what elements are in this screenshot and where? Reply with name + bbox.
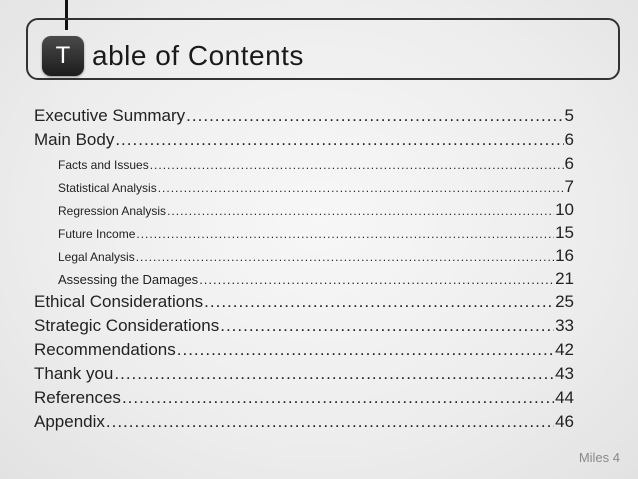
toc-entry-references[interactable] <box>34 386 574 410</box>
toc-leader <box>177 338 554 362</box>
toc-leader <box>136 223 554 244</box>
toc-entry-strategic-considerations[interactable] <box>34 314 574 338</box>
toc-page-number: 15 <box>555 223 574 242</box>
toc-entry-regression-analysis[interactable] <box>34 198 574 221</box>
table-of-contents <box>34 104 574 434</box>
toc-entry-main-body[interactable] <box>34 128 574 152</box>
toc-label: Legal Analysis <box>58 250 135 264</box>
toc-page-number: 5 <box>564 106 574 125</box>
toc-entry-assessing-the-damages[interactable] <box>34 267 574 290</box>
title-badge: T <box>42 36 84 76</box>
toc-leader <box>150 154 564 175</box>
toc-leader <box>114 362 554 386</box>
toc-entry-ethical-considerations[interactable] <box>34 290 574 314</box>
toc-leader <box>220 314 554 338</box>
toc-label: Executive Summary <box>34 106 186 125</box>
toc-label: Assessing the Damages <box>58 272 199 287</box>
toc-label: Statistical Analysis <box>58 181 157 195</box>
toc-page-number: 44 <box>555 388 574 407</box>
toc-label: Main Body <box>34 130 115 149</box>
toc-label: Recommendations <box>34 340 176 359</box>
toc-page-number: 46 <box>555 412 574 431</box>
toc-leader <box>122 386 554 410</box>
toc-page-number: 16 <box>555 246 574 265</box>
toc-page-number: 25 <box>555 292 574 311</box>
toc-label: Strategic Considerations <box>34 316 220 335</box>
toc-label: Thank you <box>34 364 114 383</box>
slide-page-label: Miles 4 <box>578 450 620 465</box>
toc-entry-facts-and-issues[interactable] <box>34 152 574 175</box>
toc-leader <box>115 128 563 152</box>
toc-label: Facts and Issues <box>58 158 149 172</box>
toc-page-number: 43 <box>555 364 574 383</box>
toc-label: Regression Analysis <box>58 204 167 218</box>
toc-page-number: 42 <box>555 340 574 359</box>
toc-leader <box>106 410 554 434</box>
toc-page-number: 7 <box>564 177 574 196</box>
toc-leader <box>167 200 554 221</box>
toc-leader <box>204 290 554 314</box>
toc-page-number: 21 <box>555 269 574 288</box>
toc-entry-statistical-analysis[interactable] <box>34 175 574 198</box>
toc-label: Appendix <box>34 412 105 431</box>
toc-entry-future-income[interactable] <box>34 221 574 244</box>
toc-entry-appendix[interactable] <box>34 410 574 434</box>
toc-label: Future Income <box>58 227 136 241</box>
toc-page-number: 6 <box>564 130 574 149</box>
toc-label: References <box>34 388 121 407</box>
toc-page-number: 6 <box>564 154 574 173</box>
toc-page-number: 10 <box>555 200 574 219</box>
toc-leader <box>136 246 554 267</box>
toc-leader <box>158 177 564 198</box>
page-title: able of Contents <box>92 40 304 71</box>
toc-label: Ethical Considerations <box>34 292 204 311</box>
toc-entry-recommendations[interactable] <box>34 338 574 362</box>
toc-entry-thank-you[interactable] <box>34 362 574 386</box>
toc-entry-executive-summary[interactable] <box>34 104 574 128</box>
toc-leader <box>199 268 554 290</box>
toc-page-number: 33 <box>555 316 574 335</box>
toc-entry-legal-analysis[interactable] <box>34 244 574 267</box>
toc-leader <box>186 104 563 128</box>
